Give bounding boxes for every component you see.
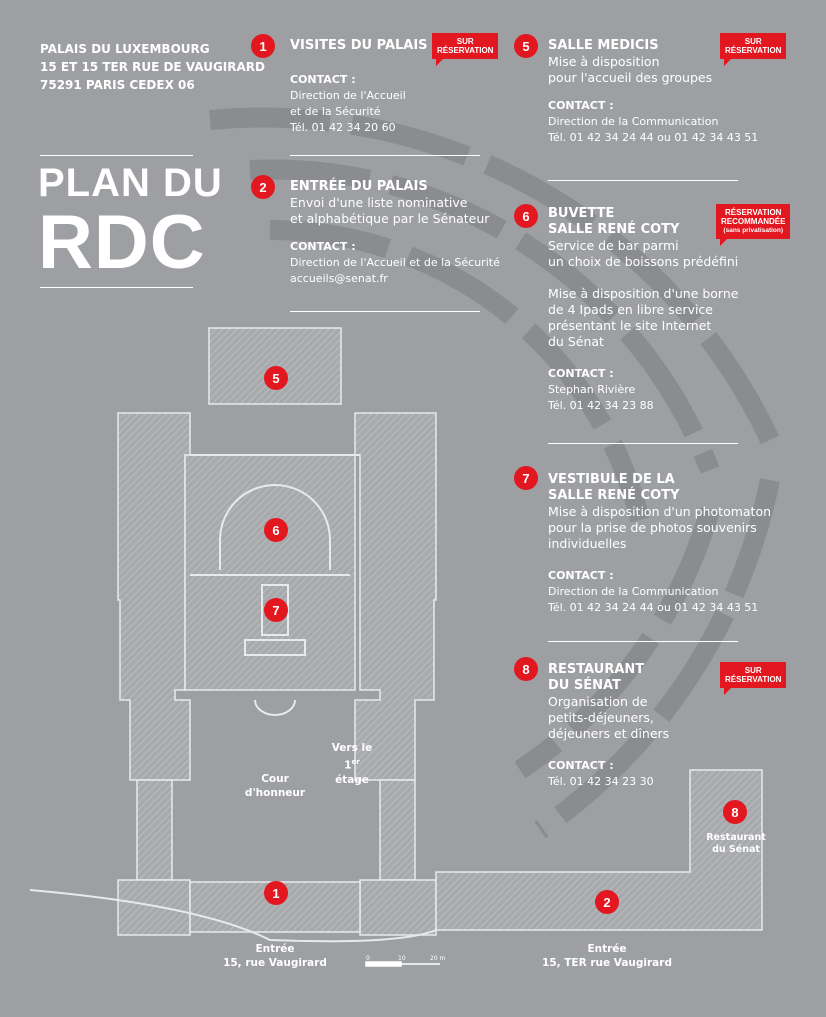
section-title: SALLE RENÉ COTY: [548, 488, 680, 503]
contact-line: Tél. 01 42 34 23 30: [548, 775, 654, 788]
section-desc: pour l'accueil des groupes: [548, 70, 713, 85]
contact-line: Tél. 01 42 34 24 44 ou 01 42 34 43 51: [548, 131, 759, 144]
map-marker-label: 7: [272, 603, 280, 618]
contact-line: Stephan Rivière: [548, 383, 636, 396]
section-number-badge: 7: [514, 466, 538, 490]
map-label-text: er: [351, 758, 360, 766]
plan-right-wing: [355, 413, 436, 780]
map-marker-label: 2: [603, 895, 611, 910]
map-label-text: Restaurant: [706, 832, 766, 843]
scale-bar: [366, 962, 440, 966]
section-desc: un choix de boissons prédéfini: [548, 254, 739, 269]
map-label-text: étage: [335, 773, 369, 786]
map-label-text: d'honneur: [244, 787, 306, 799]
scale-label: 20 m: [430, 955, 446, 962]
plan-front-right: [360, 880, 436, 935]
scale-label: 10: [398, 955, 406, 962]
contact-label: CONTACT :: [548, 367, 614, 380]
contact-label: CONTACT :: [548, 759, 614, 772]
contact-line: Direction de la Communication: [548, 115, 719, 128]
plan-right-gallery: [380, 780, 415, 880]
section-number-badge: 1: [251, 34, 275, 58]
tag-text: SUR: [744, 666, 762, 675]
map-label-text: du Sénat: [712, 844, 760, 855]
address-line: 75291 PARIS CEDEX 06: [40, 78, 195, 92]
section-desc: déjeuners et dîners: [548, 726, 670, 741]
section-title: VISITES DU PALAIS: [290, 38, 428, 53]
tag-text: RÉSERVATION: [725, 675, 782, 684]
address-line: PALAIS DU LUXEMBOURG: [40, 42, 210, 56]
title-line-2: RDC: [38, 200, 206, 285]
map-label-vers-etage: [330, 741, 374, 787]
map-marker-label: 8: [731, 805, 739, 820]
contact-label: CONTACT :: [548, 569, 614, 582]
address-line: 15 ET 15 TER RUE DE VAUGIRARD: [40, 60, 265, 74]
map-marker-label: 1: [272, 886, 280, 901]
contact-line: Tél. 01 42 34 24 44 ou 01 42 34 43 51: [548, 601, 759, 614]
section-number-badge: 5: [514, 34, 538, 58]
contact-line: accueils@senat.fr: [290, 272, 388, 285]
section-desc: du Sénat: [548, 334, 604, 349]
map-label-text: Vers le: [331, 742, 373, 754]
section-desc: Organisation de: [548, 694, 648, 709]
map-label-text: 15, rue Vaugirard: [223, 957, 327, 969]
section-desc: Envoi d'une liste nominative: [290, 195, 468, 210]
section-desc: Service de bar parmi: [548, 238, 679, 253]
contact-line: et de la Sécurité: [290, 105, 381, 118]
tag-text: (sans privatisation): [723, 227, 784, 234]
contact-line: Direction de l'Accueil et de la Sécurité: [290, 256, 500, 269]
scale-label: 0: [366, 955, 370, 962]
map-label-text: Entrée: [587, 943, 627, 955]
contact-label: CONTACT :: [548, 99, 614, 112]
plan-left-gallery: [137, 780, 172, 880]
map-label-cour: [235, 772, 315, 800]
plan-salle-medicis: [209, 328, 341, 404]
plan-front-left: [118, 880, 190, 935]
contact-line: Direction de l'Accueil: [290, 89, 406, 102]
plan-left-wing: [118, 413, 190, 780]
tag-text: RÉSERVATION: [725, 46, 782, 55]
section-title: ENTRÉE DU PALAIS: [290, 179, 428, 194]
section-desc: Mise à disposition d'un photomaton: [548, 504, 772, 519]
section-title: DU SÉNAT: [548, 678, 621, 693]
map-label-text: Cour: [261, 773, 289, 785]
section-title: BUVETTE: [548, 206, 615, 221]
contact-line: Direction de la Communication: [548, 585, 719, 598]
section-number-badge: 8: [514, 657, 538, 681]
tag-text: RÉSERVATION: [725, 208, 782, 217]
section-desc: individuelles: [548, 536, 627, 551]
section-desc: présentant le site Internet: [548, 318, 712, 333]
section-desc: Mise à disposition: [548, 54, 660, 69]
tag-text: RECOMMANDÉE: [721, 217, 786, 226]
section-desc: petits-déjeuners,: [548, 710, 654, 725]
map-label-entree-2: [537, 942, 677, 970]
map-marker-label: 6: [272, 523, 280, 538]
section-desc: pour la prise de photos souvenirs: [548, 520, 757, 535]
tag-text: SUR: [744, 37, 762, 46]
section-number-badge: 2: [251, 175, 275, 199]
contact-line: Tél. 01 42 34 20 60: [290, 121, 396, 134]
map-label-text: Entrée: [255, 943, 295, 955]
section-desc: Mise à disposition d'une borne: [548, 286, 739, 301]
title-line-1: PLAN DU: [38, 161, 223, 205]
section-number-badge: 6: [514, 204, 538, 228]
contact-line: Tél. 01 42 34 23 88: [548, 399, 654, 412]
contact-label: CONTACT :: [290, 73, 356, 86]
contact-label: CONTACT :: [290, 240, 356, 253]
section-desc: de 4 Ipads en libre service: [548, 302, 713, 317]
map-label-entree-1: [210, 942, 340, 970]
section-title: SALLE RENÉ COTY: [548, 222, 680, 237]
section-desc: et alphabétique par le Sénateur: [290, 211, 490, 226]
map-label-text: 15, TER rue Vaugirard: [542, 957, 672, 969]
map-label-text: 1: [344, 759, 352, 772]
map-label-restaurant: [696, 832, 776, 856]
section-title: VESTIBULE DE LA: [548, 472, 675, 487]
map-marker-label: 5: [272, 371, 280, 386]
tag-text: SUR: [456, 37, 474, 46]
section-title: SALLE MEDICIS: [548, 38, 659, 53]
tag-text: RÉSERVATION: [437, 46, 494, 55]
section-title: RESTAURANT: [548, 662, 645, 677]
